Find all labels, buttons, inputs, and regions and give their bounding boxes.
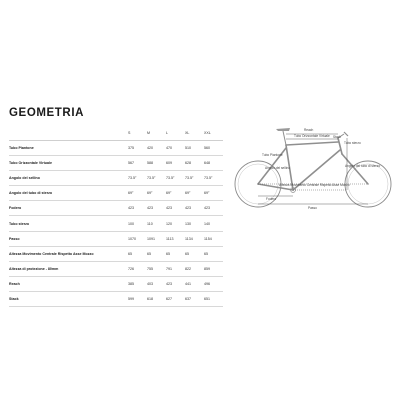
page-title: GEOMETRIA [9,107,85,119]
row-value: 618 [147,291,166,306]
row-value: 73.5° [147,171,166,186]
row-value: 470 [166,141,185,156]
row-value: 403 [147,276,166,291]
row-value: 1091 [147,231,166,246]
table-row [9,141,223,156]
row-label: Fodero [9,201,128,216]
table-row [9,186,223,201]
row-value: 73.5° [204,171,223,186]
header-size: M [147,126,166,141]
header-empty [9,126,128,141]
row-value: 423 [128,201,147,216]
handlebar [344,132,348,136]
seat-post [283,131,286,145]
row-value: 385 [128,276,147,291]
row-value: 822 [185,261,204,276]
row-value: 599 [128,291,147,306]
row-value: 120 [166,216,185,231]
row-value: 423 [204,201,223,216]
row-value: 1070 [128,231,147,246]
header-size: XXL [204,126,223,141]
row-value: 1113 [166,231,185,246]
row-value: 651 [204,291,223,306]
row-value: 65 [185,246,204,261]
header-size: XL [185,126,204,141]
row-value: 859 [204,261,223,276]
row-value: 69° [185,186,204,201]
table-header-row [9,126,223,141]
row-value: 423 [185,201,204,216]
row-label: Stack [9,291,128,306]
head-angle-label: Angolo del tubo di sterzo [345,164,381,168]
head-tube-label: Tubo sterzo [344,141,361,145]
row-value: 588 [147,156,166,171]
row-value: 65 [204,246,223,261]
table-row [9,246,223,261]
row-value: 130 [185,216,204,231]
row-value: 100 [128,216,147,231]
header-size: S [128,126,147,141]
row-label: Tubo sterzo [9,216,128,231]
row-value: 1134 [185,231,204,246]
row-value: 496 [204,276,223,291]
seat-tube-label: Tubo Piantone [262,153,283,157]
reach-label: Reach [304,128,314,132]
row-value: 510 [185,141,204,156]
top-tube-label: Tubo Orizzontale Virtuale [294,134,330,138]
row-value: 755 [147,261,166,276]
row-label: Altezza Movimento Centrale Rispetto Asse Mozzo [9,246,128,261]
bike-diagram-svg [232,118,394,230]
chainstay-label: Fodero [266,197,277,201]
row-value: 375 [128,141,147,156]
row-value: 627 [166,291,185,306]
row-value: 69° [128,186,147,201]
row-value: 1154 [204,231,223,246]
row-value: 567 [128,156,147,171]
row-value: 140 [204,216,223,231]
table-row [9,291,223,306]
row-value: 423 [147,201,166,216]
row-value: 423 [166,276,185,291]
row-value: 726 [128,261,147,276]
wheelbase-label: Passo [308,206,317,210]
table-row [9,201,223,216]
row-value: 637 [185,291,204,306]
bb-drop-label: Altezza Movimento Centrale Rispetto Asse Mozzo [279,183,350,187]
row-value: 791 [166,261,185,276]
table-row [9,216,223,231]
table-row [9,231,223,246]
row-value: 73.5° [128,171,147,186]
row-value: 65 [166,246,185,261]
table-row [9,156,223,171]
seat-angle-label: Angolo del sellino [265,166,290,170]
geometry-table [9,126,223,307]
row-value: 423 [166,201,185,216]
table-row [9,171,223,186]
row-value: 73.5° [166,171,185,186]
row-value: 420 [147,141,166,156]
row-label: Tubo Orizzontale Virtuale [9,156,128,171]
row-value: 648 [204,156,223,171]
row-value: 609 [166,156,185,171]
row-label: Reach [9,276,128,291]
row-value: 65 [128,246,147,261]
row-value: 65 [147,246,166,261]
table-row [9,276,223,291]
row-label: Passo [9,231,128,246]
row-value: 69° [204,186,223,201]
header-size: L [166,126,185,141]
row-label: Tubo Piantone [9,141,128,156]
saddle [276,128,290,131]
row-value: 69° [166,186,185,201]
row-value: 628 [185,156,204,171]
row-value: 73.5° [185,171,204,186]
bike-geometry-diagram [232,118,394,230]
row-label: Angolo del sellino [9,171,128,186]
row-value: 110 [147,216,166,231]
stack-label: Stack [333,135,341,139]
row-label: Angolo del tubo di sterzo [9,186,128,201]
row-value: 560 [204,141,223,156]
row-value: 441 [185,276,204,291]
row-label: Altezza di protezione - 80mm [9,261,128,276]
table-row [9,261,223,276]
row-value: 69° [147,186,166,201]
